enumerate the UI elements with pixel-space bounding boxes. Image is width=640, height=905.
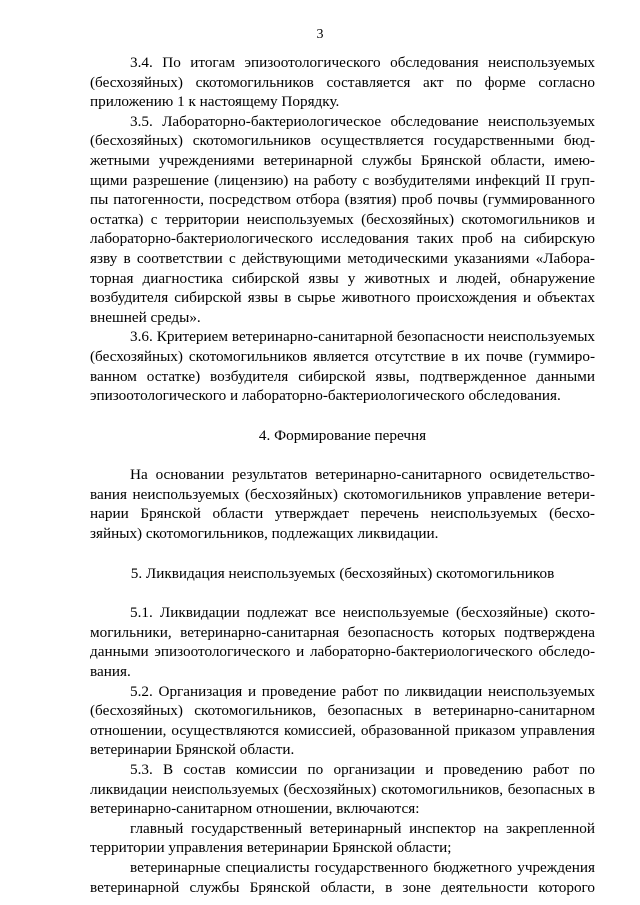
spacer (90, 406, 595, 426)
text-line: лабораторно-бактериологического исследования таких проб на сибирскую (90, 230, 595, 248)
text-line: ветеринарной службы Брянской области, в зоне деятельности которого (90, 878, 595, 896)
section-heading-5: 5. Ликвидация неиспользуемых (бесхозяйных) скотомогильников (130, 564, 555, 582)
text-line: внешней среды». (90, 308, 201, 326)
text-line: могильники, ветеринарно-санитарная безопасность которых подтверждена (90, 623, 595, 641)
text-line: данными эпизоотологического и лабораторно-бактериологического обследо- (90, 643, 595, 661)
spacer (90, 544, 595, 564)
text-line: ликвидации неиспользуемых (бесхозяйных) скотомогильников, безопасных в (90, 780, 595, 798)
text-line: 3.5. Лабораторно-бактериологическое обследование неиспользуемых (130, 112, 595, 130)
text-line: (бесхозяйных) скотомогильников, безопасных в ветеринарно-санитарном (90, 702, 595, 720)
text-line: 5.3. В состав комиссии по организации и проведению работ по (130, 761, 595, 778)
paragraph-5-3-item-2 (90, 858, 595, 897)
paragraph-5-3 (90, 760, 595, 819)
paragraph-3-4 (90, 53, 595, 112)
text-line: приложению 1 к настоящему Порядку. (90, 93, 340, 111)
text-line: 3.4. По итогам эпизоотологического обследования неиспользуемых (130, 54, 595, 71)
text-line: (бесхозяйных) скотомогильников осуществляется государственными бюд- (90, 132, 595, 150)
section-heading-4: 4. Формирование перечня (258, 426, 427, 444)
text-line: остатка) с территории неиспользуемых (бесхозяйных) скотомогильников и (90, 210, 595, 228)
spacer (90, 445, 595, 465)
text-line: отношении, осуществляются комиссией, образованной приказом управления (90, 721, 595, 739)
text-line: ветеринарии Брянской области. (90, 741, 295, 759)
paragraph-4 (90, 465, 595, 543)
text-line: (бесхозяйных) скотомогильников является отсутствие в их почве (гуммиро- (90, 347, 595, 365)
text-line: зяйных) скотомогильников, подлежащих ликвидации. (90, 525, 439, 543)
text-line: ветеринарные специалисты государственного бюджетного учреждения (130, 858, 595, 876)
text-line: жетными учреждениями ветеринарной службы Брянской области, имею- (90, 151, 595, 169)
text-line: территории управления ветеринарии Брянской области; (90, 839, 452, 857)
text-line: ванном остатке) возбудителя сибирской язвы, подтвержденное данными (90, 367, 595, 385)
text-line: ветеринарно-санитарном отношении, включаются: (90, 800, 420, 818)
text-line: возбудителя сибирской язвы в сырье животного происхождения и объектах (90, 289, 595, 307)
text-line: 5.1. Ликвидации подлежат все неиспользуемые (бесхозяйные) ското- (130, 604, 595, 622)
paragraph-5-1 (90, 603, 595, 681)
document-body (90, 53, 595, 897)
page-number: 3 (316, 27, 324, 42)
text-line: пы патогенности, посредством отбора (взятия) проб почвы (гуммированного (90, 191, 595, 209)
text-line: вания неиспользуемых (бесхозяйных) скотомогильников управление ветери- (90, 485, 595, 503)
text-line: вания. (90, 663, 131, 681)
text-line: главный государственный ветеринарный инспектор на закрепленной (130, 819, 595, 837)
text-line: 3.6. Критерием ветеринарно-санитарной безопасности неиспользуемых (130, 328, 595, 346)
paragraph-3-5 (90, 112, 595, 328)
text-line: щими разрешение (лицензию) на работу с возбудителями инфекций II груп- (90, 171, 595, 189)
text-line: эпизоотологического и лабораторно-бактериологического обследования. (90, 387, 561, 405)
spacer (90, 583, 595, 603)
text-line: На основании результатов ветеринарно-санитарного освидетельство- (130, 466, 595, 484)
text-line: торная диагностика сибирской язвы у животных и людей, обнаружение (90, 269, 595, 287)
text-line: язву в соответствии с действующими методическими указаниями «Лабора- (90, 249, 595, 267)
text-line: (бесхозяйных) скотомогильников составляется акт по форме согласно (90, 73, 595, 91)
paragraph-5-2 (90, 682, 595, 760)
paragraph-3-6 (90, 327, 595, 405)
text-line: нарии Брянской области утверждает перечень неиспользуемых (бесхо- (90, 505, 595, 523)
text-line: 5.2. Организация и проведение работ по ликвидации неиспользуемых (130, 682, 595, 700)
paragraph-5-3-item-1 (90, 819, 595, 858)
